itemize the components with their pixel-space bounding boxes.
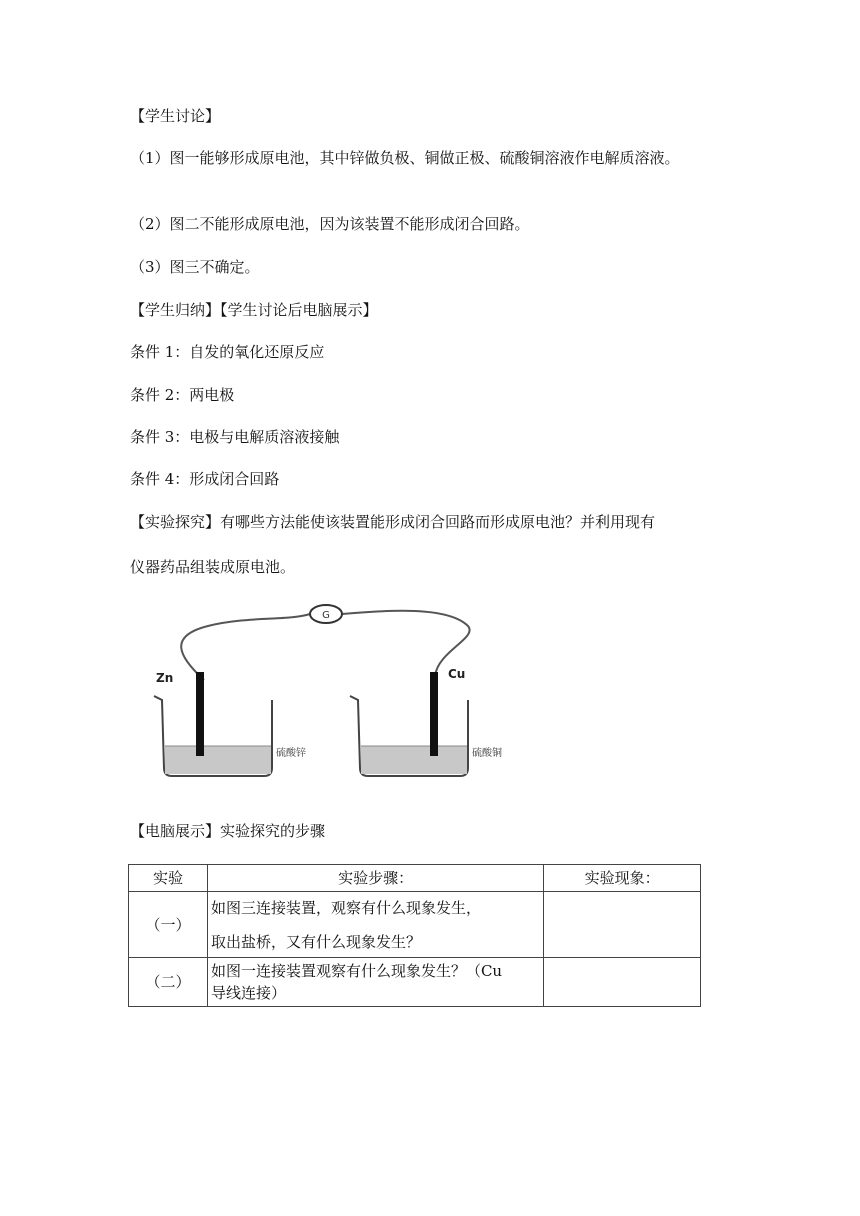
summary-heading: 【学生归纳】【学生讨论后电脑展示】 xyxy=(130,301,378,319)
header-experiment: 实验 xyxy=(129,865,208,892)
table-row xyxy=(129,892,701,958)
table-header-row xyxy=(129,865,701,892)
condition-4: 条件 4：形成闭合回路 xyxy=(130,470,280,488)
step-text: 取出盐桥，又有什么现象发生？ xyxy=(210,932,421,951)
row-phenomenon xyxy=(544,892,701,958)
discussion-item-3: （3）图三不确定。 xyxy=(130,258,260,276)
condition-2: 条件 2：两电极 xyxy=(130,386,235,404)
inquiry-line-1: 【实验探究】有哪些方法能使该装置能形成闭合回路而形成原电池？并利用现有 xyxy=(130,513,656,531)
cu-electrode xyxy=(430,672,438,756)
zn-electrode xyxy=(196,672,204,756)
table-row xyxy=(129,958,701,1007)
experiment-steps-table xyxy=(128,864,701,1007)
step-text: 导线连接） xyxy=(210,984,286,1002)
step-text: 如图一连接装置观察有什么现象发生？（Cu xyxy=(210,962,503,980)
step-text: 如图三连接装置，观察有什么现象发生， xyxy=(210,898,481,917)
discussion-item-1: （1）图一能够形成原电池，其中锌做负极、铜做正极、硫酸铜溶液作电解质溶液。 xyxy=(130,149,680,167)
row-steps xyxy=(207,958,543,1007)
discussion-heading: 【学生讨论】 xyxy=(130,107,221,125)
display-heading: 【电脑展示】实验探究的步骤 xyxy=(130,822,326,840)
cu-label: Cu xyxy=(448,667,466,681)
condition-3: 条件 3：电极与电解质溶液接触 xyxy=(130,428,340,446)
row-id: （二） xyxy=(129,958,208,1007)
zn-label: Zn xyxy=(156,671,174,685)
header-steps: 实验步骤： xyxy=(207,865,543,892)
discussion-item-2: （2）图二不能形成原电池，因为该装置不能形成闭合回路。 xyxy=(130,215,530,233)
inquiry-line-2: 仪器药品组装成原电池。 xyxy=(130,558,296,576)
right-solution-label: 硫酸铜 xyxy=(472,748,502,759)
condition-1: 条件 1：自发的氧化还原反应 xyxy=(130,343,325,361)
left-solution-label: 硫酸锌 xyxy=(276,748,306,759)
galvanic-cell-figure xyxy=(148,596,528,786)
header-phenomenon: 实验现象： xyxy=(544,865,701,892)
row-steps xyxy=(207,892,543,958)
galvanometer-label: G xyxy=(322,610,330,621)
row-phenomenon xyxy=(544,958,701,1007)
row-id: （一） xyxy=(129,892,208,958)
